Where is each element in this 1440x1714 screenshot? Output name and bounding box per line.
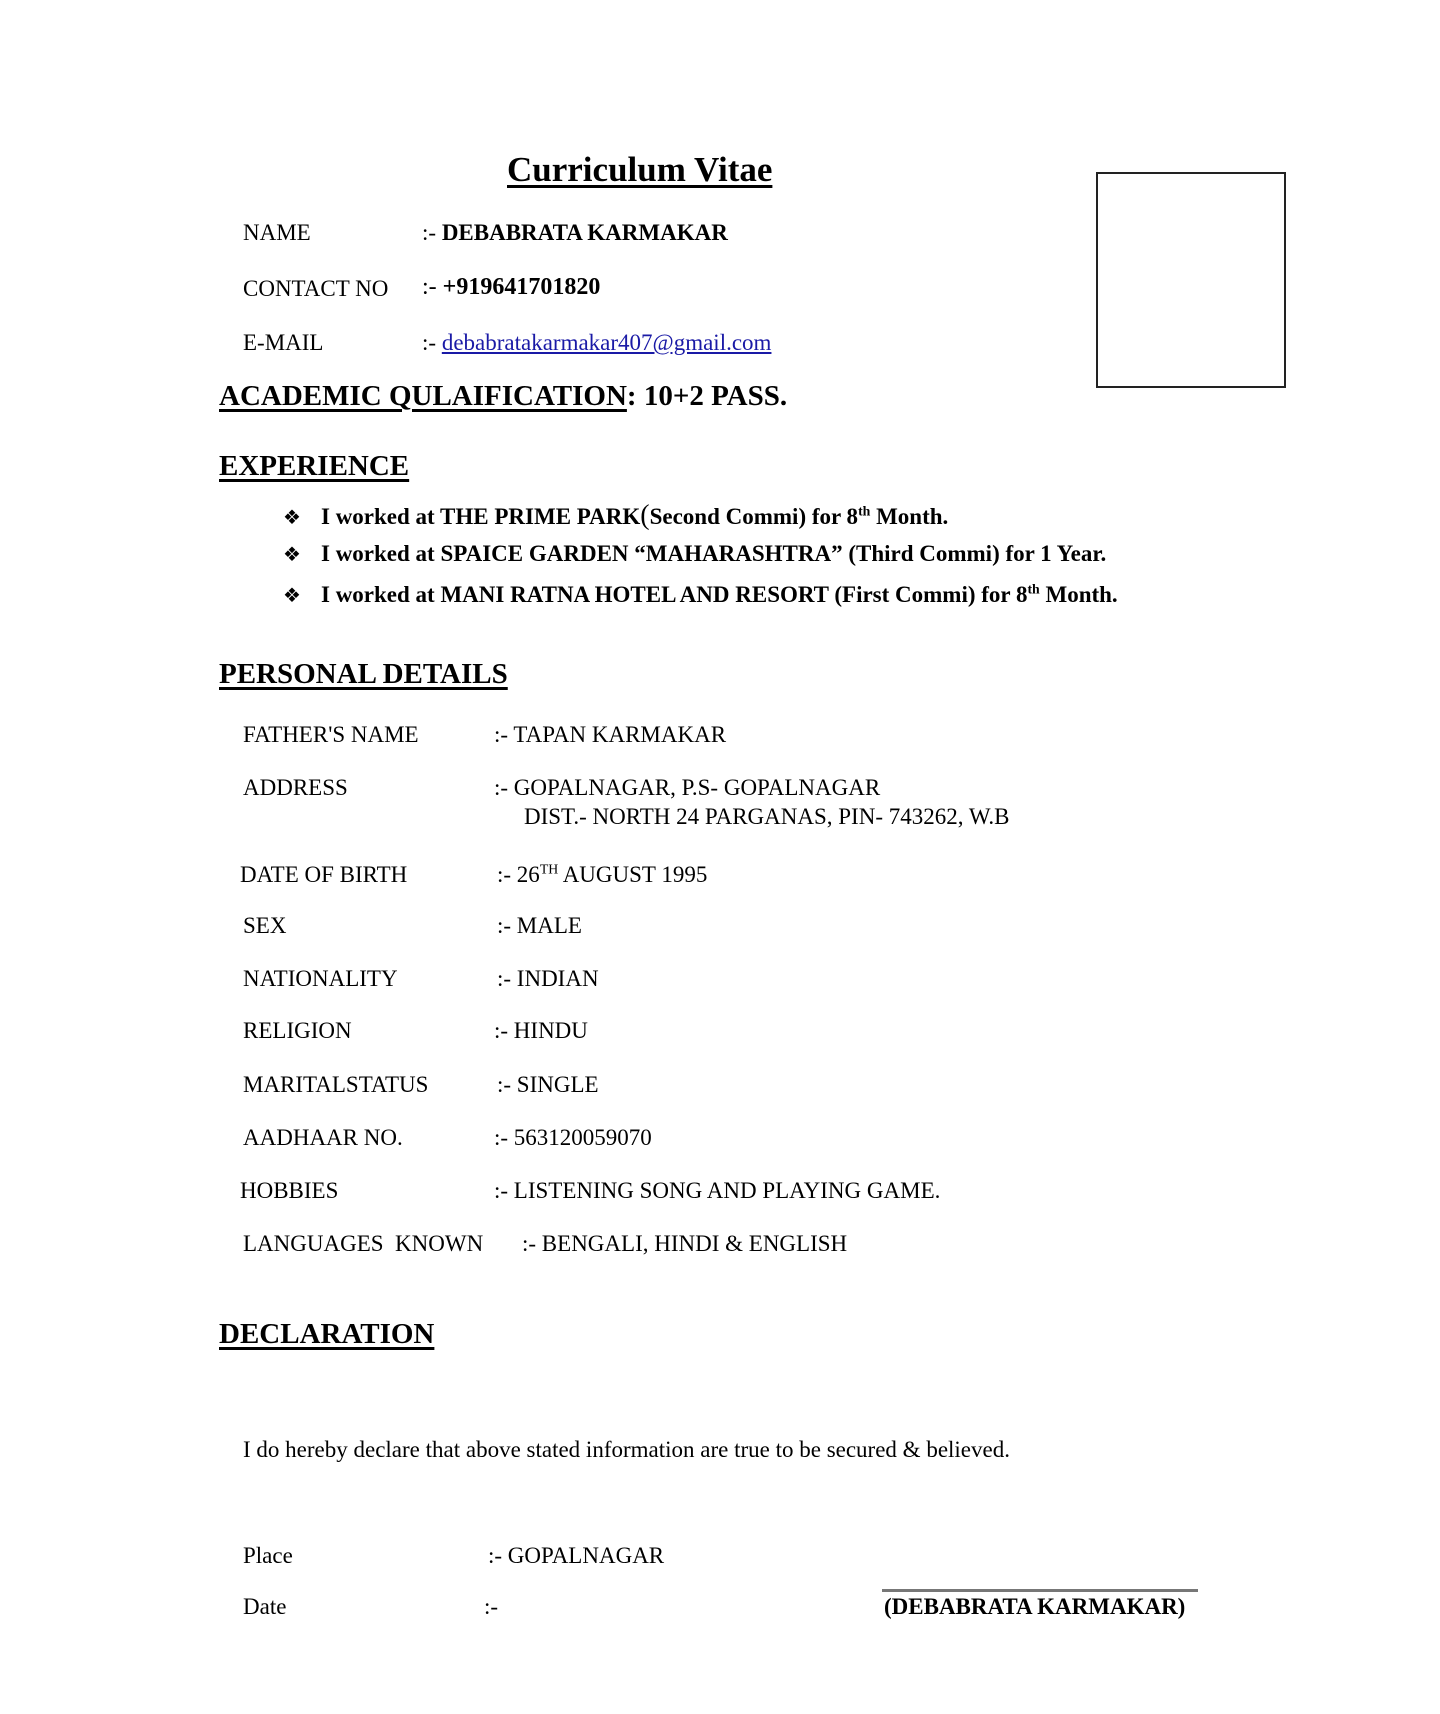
- experience-detail: Second Commi) for 8: [649, 504, 859, 529]
- contact-value: [422, 274, 600, 301]
- academic-heading: ACADEMIC QULAIFICATION: [219, 380, 627, 412]
- aadhaar-value: :- 563120059070: [494, 1125, 652, 1150]
- sex-label: SEX: [243, 913, 287, 938]
- date-label: Date: [243, 1594, 287, 1619]
- contact-separator: :-: [422, 274, 437, 300]
- name-separator: :-: [422, 220, 437, 245]
- email-value: [422, 330, 771, 356]
- experience-item: [283, 500, 948, 532]
- declaration-heading-text: DECLARATION: [219, 1318, 435, 1350]
- fathers-name-label: FATHER'S NAME: [243, 722, 419, 747]
- name-text: DEBABRATA KARMAKAR: [441, 220, 728, 245]
- email-separator: :-: [422, 330, 437, 355]
- nationality-value: :- INDIAN: [497, 966, 599, 991]
- name-label: NAME: [243, 220, 311, 245]
- diamond-bullet-icon: ❖: [283, 583, 301, 607]
- hobbies-value: :- LISTENING SONG AND PLAYING GAME.: [494, 1178, 941, 1203]
- address-label: ADDRESS: [243, 775, 348, 800]
- diamond-bullet-icon: ❖: [283, 505, 301, 529]
- page-title: Curriculum Vitae: [507, 150, 773, 189]
- diamond-bullet-icon: ❖: [283, 542, 301, 566]
- experience-sup: th: [858, 503, 871, 519]
- contact-number: +919641701820: [442, 274, 601, 300]
- religion-label: RELIGION: [243, 1018, 352, 1043]
- hobbies-label: HOBBIES: [240, 1178, 339, 1203]
- contact-label: CONTACT NO: [243, 276, 389, 301]
- personal-heading-text: PERSONAL DETAILS: [219, 658, 508, 690]
- place-label: Place: [243, 1543, 293, 1568]
- academic-qualification: [219, 380, 787, 413]
- marital-status-value: :- SINGLE: [497, 1072, 599, 1097]
- photo-placeholder-box: [1096, 172, 1286, 388]
- aadhaar-label: AADHAAR NO.: [243, 1125, 403, 1150]
- dob-label: DATE OF BIRTH: [240, 862, 408, 887]
- experience-heading-text: EXPERIENCE: [219, 450, 410, 482]
- experience-suffix: Month.: [870, 504, 949, 529]
- marital-status-label: MARITALSTATUS: [243, 1072, 429, 1097]
- address-line1: :- GOPALNAGAR, P.S- GOPALNAGAR: [494, 775, 881, 800]
- dob-month-year: AUGUST 1995: [558, 862, 708, 887]
- fathers-name-value: :- TAPAN KARMAKAR: [494, 722, 727, 747]
- dob-sup: TH: [539, 861, 559, 877]
- experience-item: [283, 541, 1106, 567]
- address-line2: DIST.- NORTH 24 PARGANAS, PIN- 743262, W.B: [524, 804, 1010, 829]
- languages-label: LANGUAGES KNOWN: [243, 1231, 484, 1256]
- date-value: :-: [484, 1594, 499, 1619]
- email-link[interactable]: debabratakarmakar407@gmail.com: [441, 330, 772, 355]
- dob-day: :- 26: [497, 862, 540, 887]
- experience-suffix: Month.: [1039, 582, 1118, 607]
- name-value: [422, 220, 728, 246]
- signature-name: (DEBABRATA KARMAKAR): [884, 1594, 1186, 1619]
- experience-text: I worked at MANI RATNA HOTEL AND RESORT (First Commi) for 8: [321, 582, 1028, 607]
- declaration-text: I do hereby declare that above stated information are true to be secured & believed.: [243, 1437, 1010, 1462]
- dob-value: [497, 862, 707, 888]
- languages-value: :- BENGALI, HINDI & ENGLISH: [522, 1231, 848, 1256]
- experience-text: I worked at THE PRIME PARK: [321, 504, 641, 529]
- nationality-label: NATIONALITY: [243, 966, 398, 991]
- academic-value: : 10+2 PASS.: [626, 380, 788, 412]
- experience-text: I worked at SPAICE GARDEN “MAHARASHTRA” (Third Commi) for 1 Year.: [321, 541, 1107, 566]
- experience-paren: (: [640, 500, 650, 531]
- religion-value: :- HINDU: [494, 1018, 588, 1043]
- signature-line: [882, 1589, 1198, 1592]
- experience-item: [283, 582, 1118, 608]
- sex-value: :- MALE: [497, 913, 582, 938]
- experience-sup: th: [1027, 581, 1040, 597]
- personal-details-heading: [219, 658, 508, 691]
- declaration-heading: [219, 1318, 434, 1351]
- place-value: :- GOPALNAGAR: [488, 1543, 665, 1568]
- experience-heading: [219, 450, 409, 483]
- email-label: E-MAIL: [243, 330, 324, 355]
